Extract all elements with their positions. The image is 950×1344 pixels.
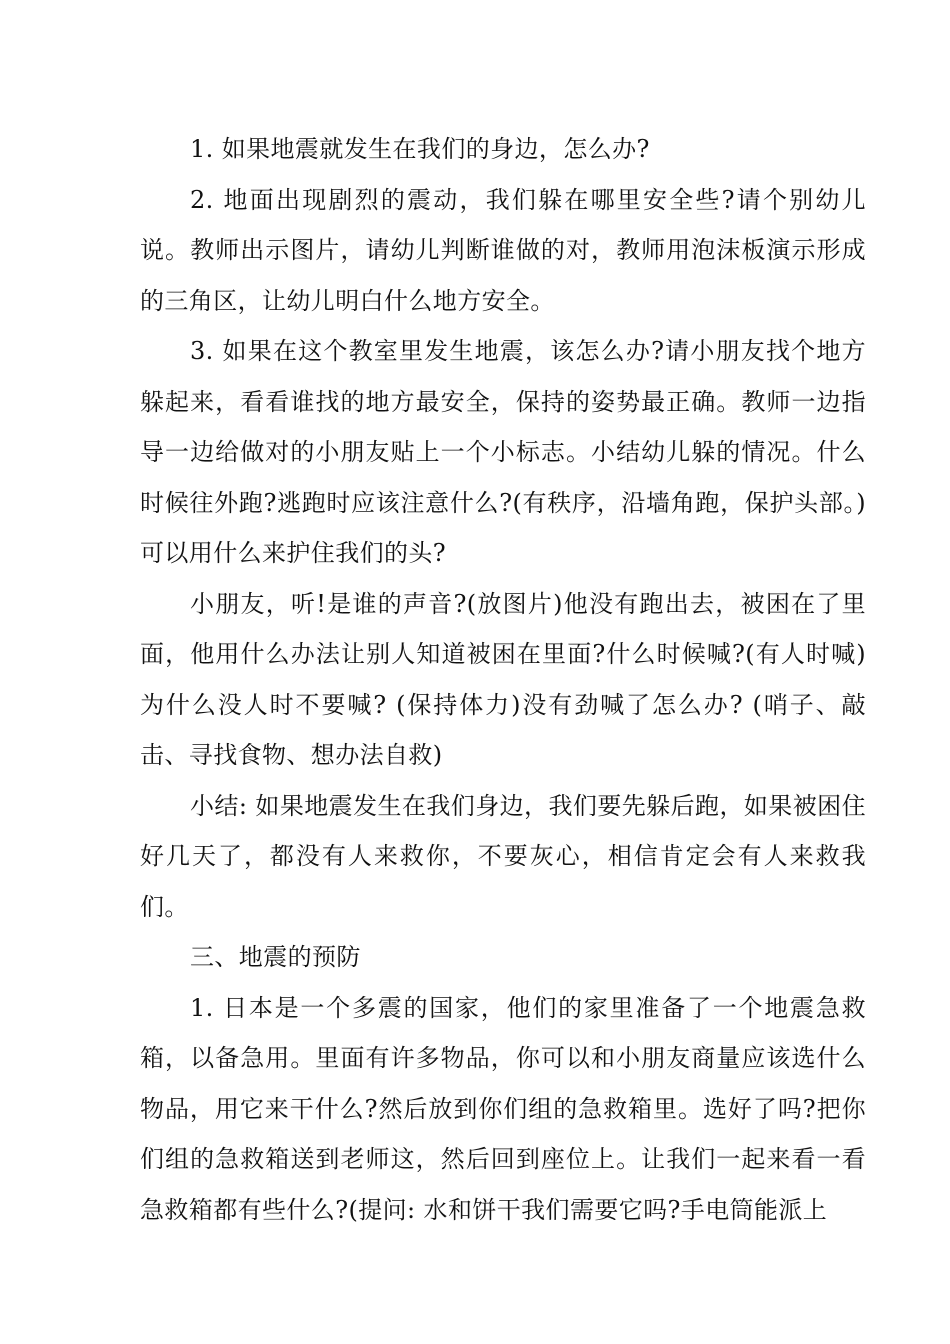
paragraph-question-2: 2. 地面出现剧烈的震动，我们躲在哪里安全些?请个别幼儿说。教师出示图片，请幼儿判断谁做的对，教师用泡沫板演示形成的三角区，让幼儿明白什么地方安全。 bbox=[140, 185, 866, 315]
section-heading-prevention: 三、地震的预防 bbox=[190, 943, 361, 971]
paragraph-question-1: 1. 如果地震就发生在我们的身边，怎么办? bbox=[190, 135, 650, 163]
paragraph-emergency-kit: 1. 日本是一个多震的国家，他们的家里准备了一个地震急救箱，以备急用。里面有许多物品，你可以和小朋友商量应该选什么物品，用它来干什么?然后放到你们组的急救箱里。选好了吗?把你们组的急救箱送到老师这，然后回到座位上。让我们一起来看一看急救箱都有些什么?(提问: 水和饼干我们需要它吗?手电筒能派上 bbox=[140, 993, 866, 1224]
paragraph-question-3: 3. 如果在这个教室里发生地震，该怎么办?请小朋友找个地方躲起来，看看谁找的地方最安全，保持的姿势最正确。教师一边指导一边给做对的小朋友贴上一个小标志。小结幼儿躲的情况。什么时候往外跑?逃跑时应该注意什么?(有秩序，沿墙角跑，保护头部。)可以用什么来护住我们的头? bbox=[140, 337, 866, 567]
document-body bbox=[140, 124, 866, 1235]
paragraph-trapped: 小朋友，听!是谁的声音?(放图片)他没有跑出去，被困在了里面，他用什么办法让别人知道被困在里面?什么时候喊?(有人时喊)为什么没人时不要喊? (保持体力)没有劲喊了怎么办? (哨子、敲击、寻找食物、想办法自救) bbox=[140, 589, 866, 769]
paragraph-summary: 小结: 如果地震发生在我们身边，我们要先躲后跑，如果被困住好几天了，都没有人来救你，不要灰心，相信肯定会有人来救我们。 bbox=[140, 791, 866, 921]
